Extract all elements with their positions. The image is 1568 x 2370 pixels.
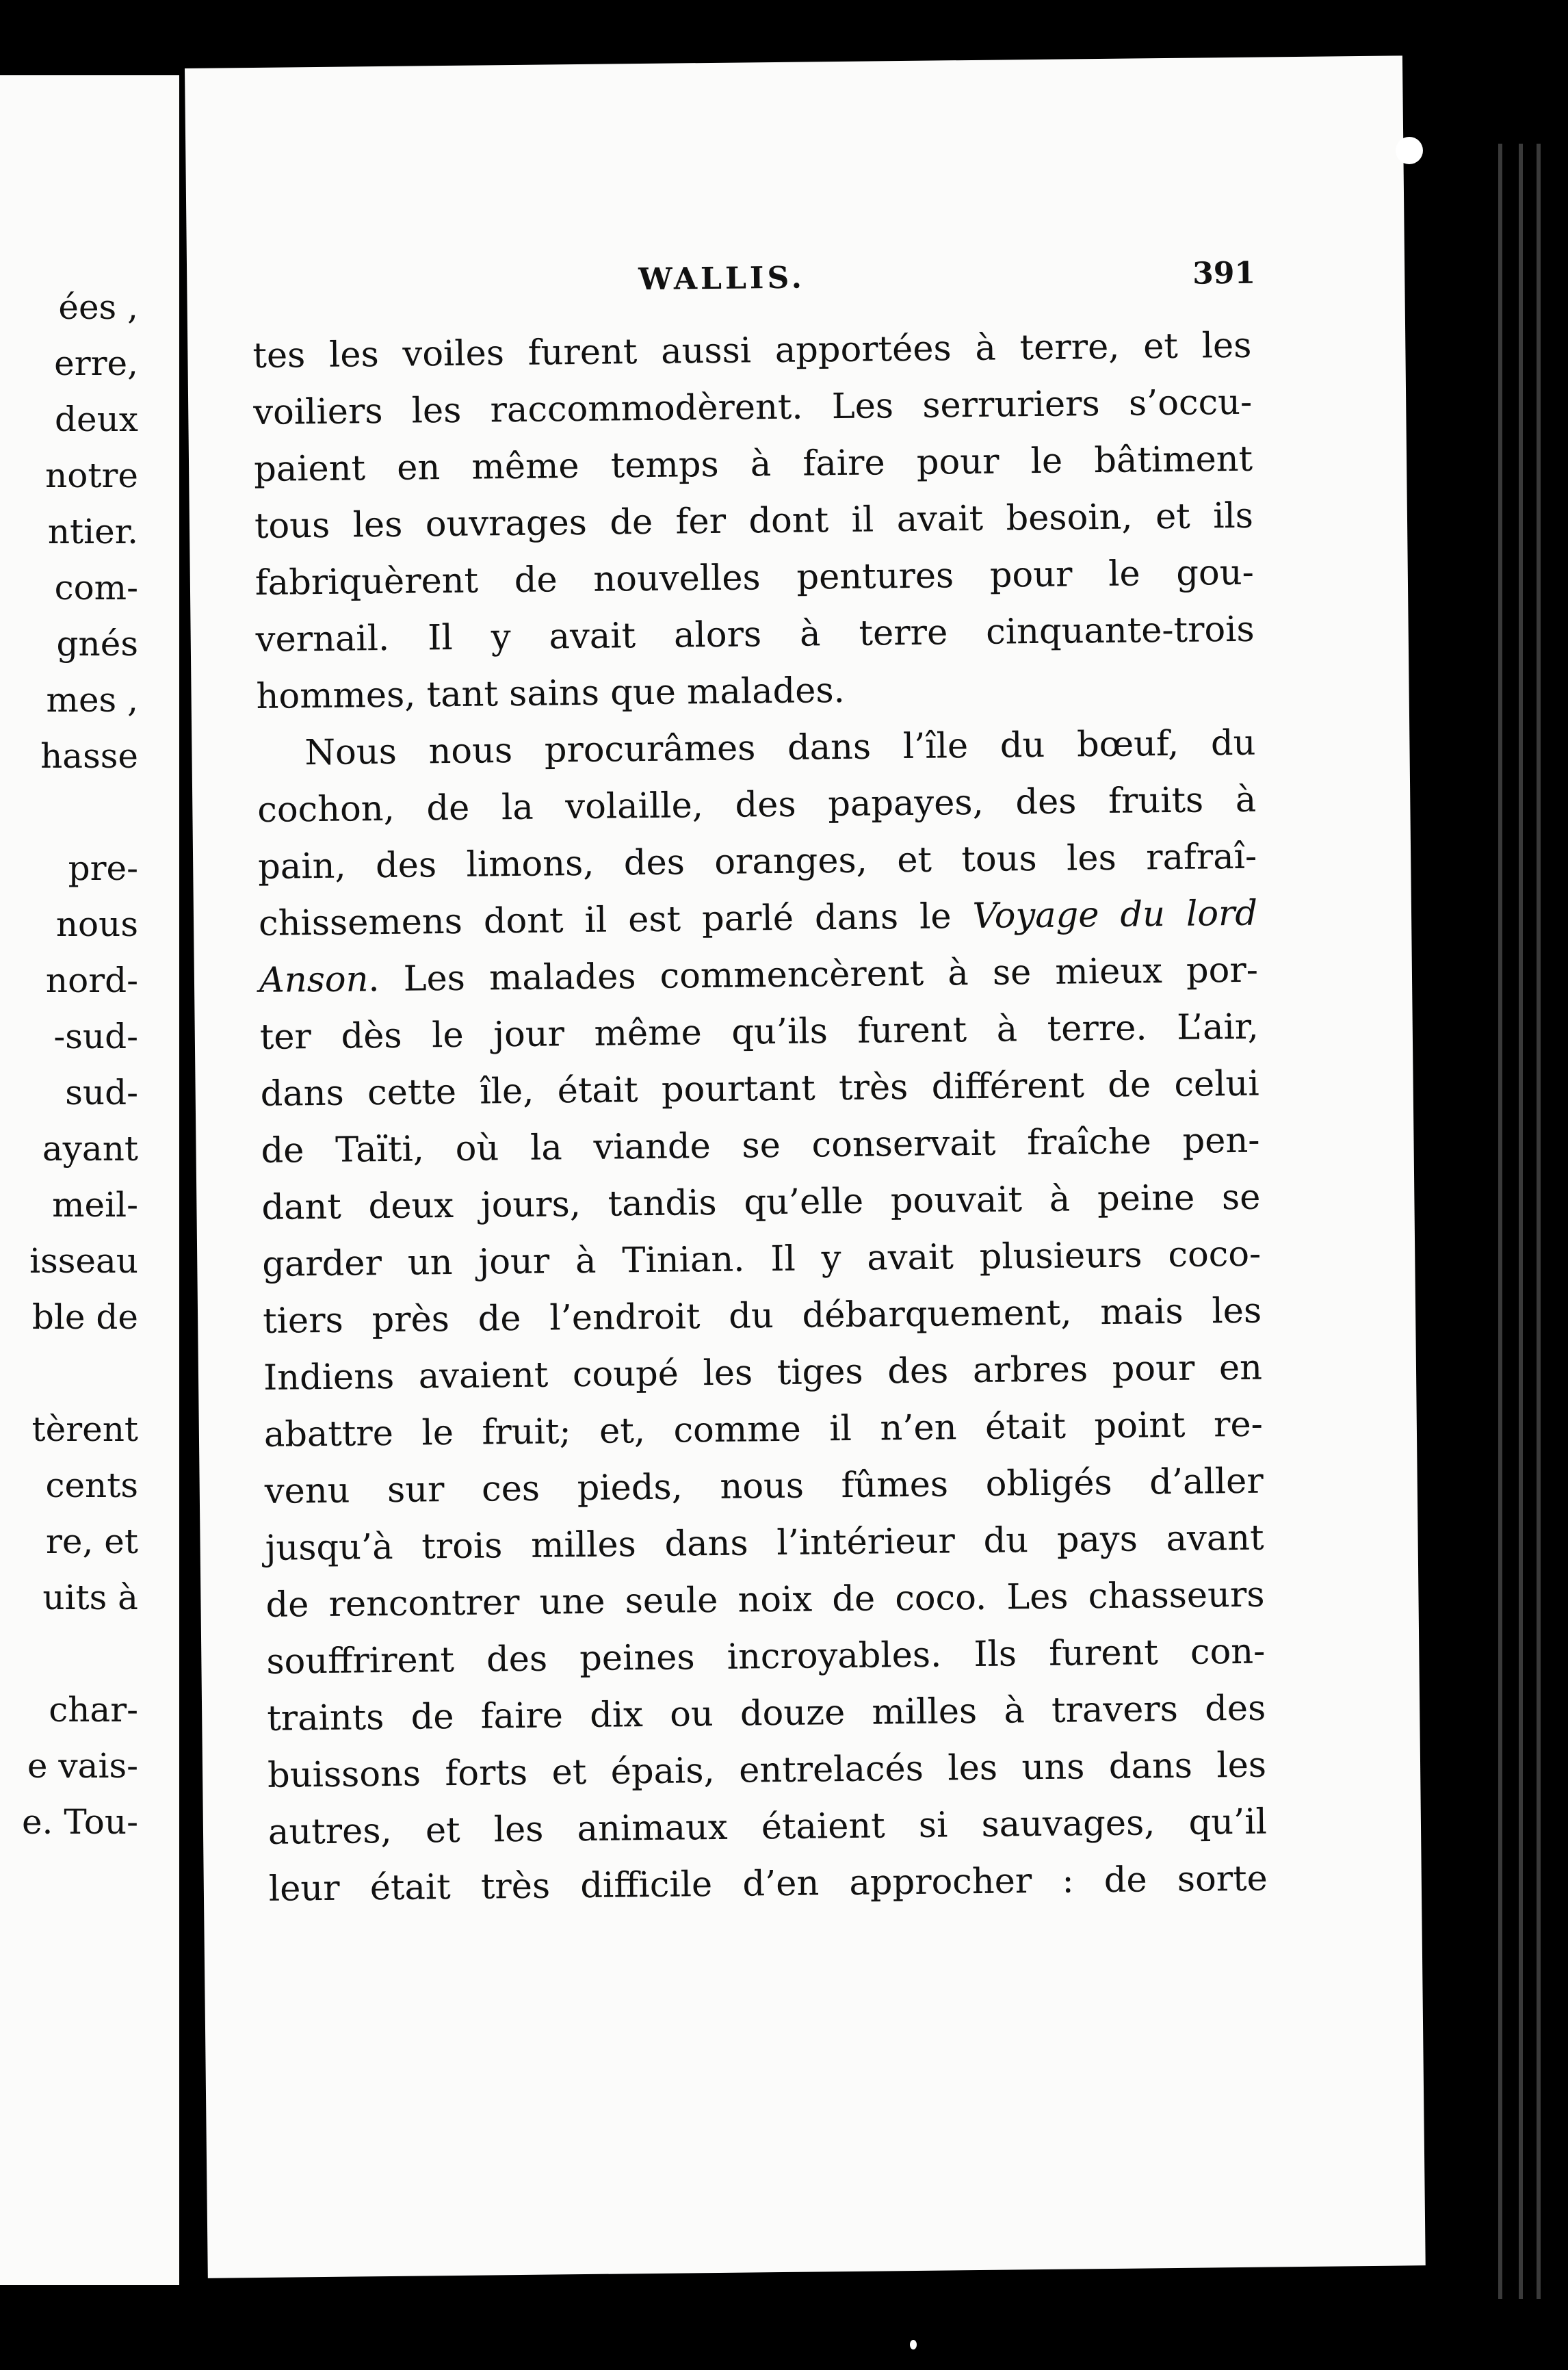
text-line: Indiens avaient coupé les tiges des arbres pour en [263, 1347, 1263, 1398]
left-page-line: deux [55, 400, 138, 439]
text-segment: chissemens dont il est parlé dans le [258, 896, 973, 944]
left-page-line: char- [49, 1690, 138, 1730]
left-page-line: uits à [42, 1578, 138, 1617]
left-page-line: nous [55, 904, 138, 944]
book-page [185, 55, 1426, 2278]
left-page-line: cents [45, 1466, 138, 1505]
left-page-line: gnés [56, 624, 138, 664]
text-line: leur était très difficile d’en approcher : de sorte [268, 1858, 1268, 1910]
text-line: vernail. Il y avait alors à terre cinquante-trois [255, 609, 1255, 660]
text-line: cochon, de la volaille, des papayes, des fruits à [257, 779, 1257, 831]
left-page-line: e. Tou- [21, 1802, 138, 1842]
book-edge [1402, 62, 1568, 2319]
edge-stripe [1498, 144, 1502, 2299]
left-page-line: -sud- [53, 1017, 138, 1056]
left-page-line: erre, [54, 343, 138, 383]
left-page-line: hasse [40, 736, 138, 776]
text-line: de rencontrer une seule noix de coco. Les chasseurs [265, 1574, 1265, 1626]
text-line: voiliers les raccommodèrent. Les serruriers s’occu- [252, 382, 1253, 433]
text-line: tiers près de l’endroit du débarquement, mais les [262, 1290, 1262, 1342]
text-line: Nous nous procurâmes dans l’île du bœuf, du [304, 722, 1256, 774]
text-line: buissons forts et épais, entrelacés les uns dans les [267, 1745, 1267, 1796]
left-page-line: nord- [45, 961, 138, 1000]
left-page-line: meil- [52, 1185, 138, 1225]
book-title-italic: Voyage du lord [972, 893, 1258, 937]
left-page-line: notre [45, 456, 138, 495]
left-page-line: ble de [31, 1297, 138, 1337]
running-title: WALLIS. [638, 260, 806, 298]
left-page-line: ées , [58, 287, 138, 327]
left-page-line: ntier. [47, 512, 138, 551]
running-header [187, 254, 1405, 308]
text-line: jusqu’à trois milles dans l’intérieur du pays avant [265, 1518, 1264, 1569]
text-line: dans cette île, était pourtant très différent de celui [260, 1063, 1259, 1115]
paper-flaw [910, 2340, 917, 2349]
text-line: autres, et les animaux étaient si sauvages, qu’il [267, 1801, 1268, 1853]
text-line: hommes, tant sains que malades. [256, 670, 846, 717]
edge-stripe [1519, 144, 1523, 2299]
text-line: venu sur ces pieds, nous fûmes obligés d’aller [264, 1461, 1264, 1512]
paper-flaw [1396, 137, 1423, 164]
left-page-line: mes , [46, 680, 138, 720]
text-line: paient en même temps à faire pour le bâtiment [253, 439, 1253, 490]
text-line: de Taïti, où la viande se conservait fraîche pen- [261, 1120, 1260, 1171]
left-page-line: tèrent [31, 1409, 138, 1449]
left-page-line: e vais- [27, 1746, 138, 1786]
left-page-line: com- [54, 568, 138, 608]
text-line [269, 1907, 1268, 1975]
left-page-line: ayant [42, 1129, 138, 1169]
text-line: garder un jour à Tinian. Il y avait plusieurs coco- [262, 1234, 1262, 1285]
body-text [252, 317, 1268, 1975]
left-page-fragment [0, 75, 179, 2285]
text-line: tes les voiles furent aussi apportées à terre, et les [252, 325, 1252, 376]
left-page-line: re, et [46, 1522, 138, 1561]
text-line: ter dès le jour même qu’ils furent à terre. L’air, [259, 1006, 1259, 1058]
edge-stripe [1537, 144, 1541, 2299]
text-line: dant deux jours, tandis qu’elle pouvait à peine se [261, 1177, 1261, 1228]
book-title-italic: Anson [259, 959, 369, 1001]
left-page-line: sud- [65, 1073, 138, 1112]
text-segment: . Les malades commencèrent à se mieux por- [368, 950, 1259, 1000]
text-line: fabriquèrent de nouvelles pentures pour le gou- [254, 552, 1255, 603]
page-number: 391 [1192, 255, 1256, 291]
text-line [259, 885, 1258, 952]
text-line [259, 942, 1259, 1009]
text-line: tous les ouvrages de fer dont il avait besoin, et ils [254, 495, 1254, 547]
left-page-line: pre- [68, 848, 138, 888]
text-line: abattre le fruit; et, comme il n’en était point re- [263, 1404, 1264, 1455]
text-line: traints de faire dix ou douze milles à travers des [266, 1688, 1266, 1739]
left-page-line: isseau [29, 1241, 138, 1281]
text-line: pain, des limons, des oranges, et tous les rafraî- [257, 836, 1257, 887]
text-line: souffrirent des peines incroyables. Ils furent con- [266, 1631, 1266, 1682]
